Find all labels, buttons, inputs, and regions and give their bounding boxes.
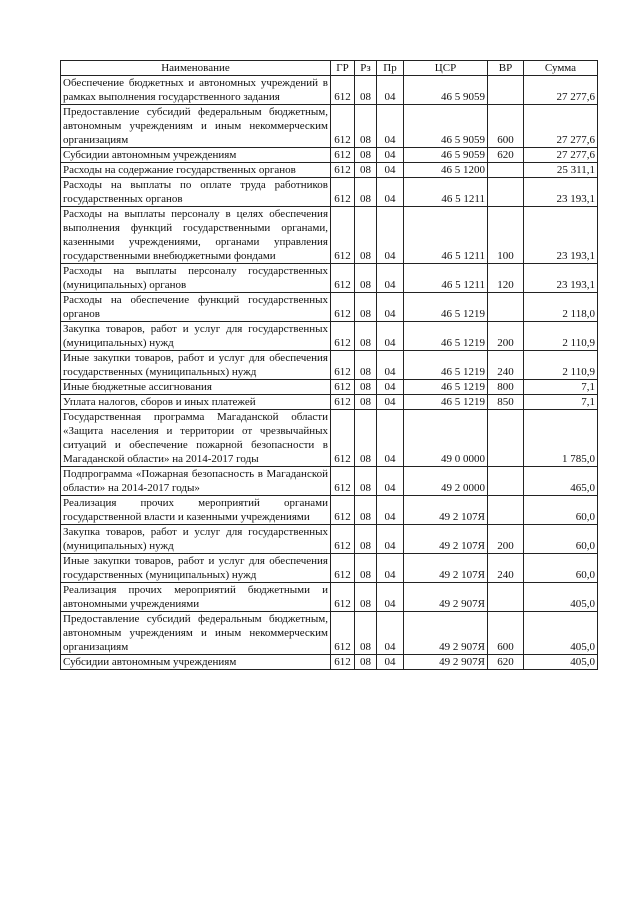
cell-csr: 46 5 1219 xyxy=(404,395,488,410)
cell-pr: 04 xyxy=(377,293,404,322)
cell-vr xyxy=(488,163,524,178)
cell-gr: 612 xyxy=(331,583,355,612)
cell-vr xyxy=(488,467,524,496)
cell-sum: 25 311,1 xyxy=(524,163,598,178)
cell-vr: 600 xyxy=(488,105,524,148)
col-header-pr: Пр xyxy=(377,61,404,76)
table-row xyxy=(61,380,598,395)
cell-sum: 60,0 xyxy=(524,525,598,554)
col-header-sum: Сумма xyxy=(524,61,598,76)
cell-gr: 612 xyxy=(331,612,355,655)
cell-sum: 27 277,6 xyxy=(524,105,598,148)
cell-sum: 405,0 xyxy=(524,655,598,670)
table-row xyxy=(61,655,598,670)
cell-pr: 04 xyxy=(377,655,404,670)
cell-rz: 08 xyxy=(355,163,377,178)
cell-sum: 27 277,6 xyxy=(524,148,598,163)
cell-pr: 04 xyxy=(377,395,404,410)
cell-vr: 200 xyxy=(488,525,524,554)
table-row xyxy=(61,76,598,105)
cell-gr: 612 xyxy=(331,351,355,380)
cell-vr xyxy=(488,410,524,467)
cell-csr: 46 5 1211 xyxy=(404,264,488,293)
cell-name: Реализация прочих мероприятий органами государственной власти и казенными учреждениями xyxy=(61,496,331,525)
table-row xyxy=(61,410,598,467)
cell-gr: 612 xyxy=(331,655,355,670)
table-row xyxy=(61,264,598,293)
cell-name: Уплата налогов, сборов и иных платежей xyxy=(61,395,331,410)
cell-pr: 04 xyxy=(377,264,404,293)
cell-vr: 240 xyxy=(488,554,524,583)
cell-rz: 08 xyxy=(355,105,377,148)
cell-vr: 620 xyxy=(488,148,524,163)
cell-csr: 49 2 107Я xyxy=(404,496,488,525)
cell-pr: 04 xyxy=(377,207,404,264)
table-row xyxy=(61,612,598,655)
cell-gr: 612 xyxy=(331,554,355,583)
cell-sum: 2 118,0 xyxy=(524,293,598,322)
table-row xyxy=(61,163,598,178)
cell-csr: 46 5 1211 xyxy=(404,207,488,264)
cell-rz: 08 xyxy=(355,655,377,670)
cell-pr: 04 xyxy=(377,76,404,105)
cell-gr: 612 xyxy=(331,264,355,293)
cell-vr: 850 xyxy=(488,395,524,410)
cell-vr: 100 xyxy=(488,207,524,264)
cell-pr: 04 xyxy=(377,148,404,163)
cell-sum: 23 193,1 xyxy=(524,264,598,293)
cell-pr: 04 xyxy=(377,583,404,612)
table-row xyxy=(61,105,598,148)
table-body xyxy=(61,76,598,670)
cell-csr: 46 5 9059 xyxy=(404,148,488,163)
table-row xyxy=(61,351,598,380)
cell-gr: 612 xyxy=(331,395,355,410)
cell-rz: 08 xyxy=(355,351,377,380)
cell-vr: 620 xyxy=(488,655,524,670)
cell-csr: 49 2 0000 xyxy=(404,467,488,496)
table-row xyxy=(61,496,598,525)
cell-name: Предоставление субсидий федеральным бюджетным, автономным учреждениям и иным некоммерческим организациям xyxy=(61,105,331,148)
cell-rz: 08 xyxy=(355,207,377,264)
cell-sum: 2 110,9 xyxy=(524,322,598,351)
cell-gr: 612 xyxy=(331,410,355,467)
cell-pr: 04 xyxy=(377,410,404,467)
cell-sum: 60,0 xyxy=(524,554,598,583)
table-row xyxy=(61,583,598,612)
cell-pr: 04 xyxy=(377,322,404,351)
cell-pr: 04 xyxy=(377,496,404,525)
cell-sum: 7,1 xyxy=(524,395,598,410)
cell-name: Расходы на выплаты по оплате труда работников государственных органов xyxy=(61,178,331,207)
cell-pr: 04 xyxy=(377,105,404,148)
cell-sum: 405,0 xyxy=(524,583,598,612)
cell-rz: 08 xyxy=(355,410,377,467)
cell-name: Иные закупки товаров, работ и услуг для обеспечения государственных (муниципальных) нужд xyxy=(61,554,331,583)
cell-name: Расходы на выплаты персоналу государственных (муниципальных) органов xyxy=(61,264,331,293)
table-row xyxy=(61,554,598,583)
cell-name: Закупка товаров, работ и услуг для государственных (муниципальных) нужд xyxy=(61,525,331,554)
cell-name: Расходы на выплаты персоналу в целях обеспечения выполнения функций государственными органами, казенными учреждениями, органами управления государственными внебюджетными фондами xyxy=(61,207,331,264)
table-header xyxy=(61,61,598,76)
cell-gr: 612 xyxy=(331,148,355,163)
cell-pr: 04 xyxy=(377,467,404,496)
table-row xyxy=(61,395,598,410)
cell-pr: 04 xyxy=(377,351,404,380)
cell-csr: 46 5 1219 xyxy=(404,293,488,322)
cell-gr: 612 xyxy=(331,467,355,496)
cell-name: Расходы на обеспечение функций государственных органов xyxy=(61,293,331,322)
cell-pr: 04 xyxy=(377,554,404,583)
cell-csr: 49 2 107Я xyxy=(404,554,488,583)
cell-vr: 800 xyxy=(488,380,524,395)
cell-vr: 120 xyxy=(488,264,524,293)
cell-rz: 08 xyxy=(355,178,377,207)
cell-sum: 1 785,0 xyxy=(524,410,598,467)
cell-gr: 612 xyxy=(331,496,355,525)
cell-vr xyxy=(488,496,524,525)
cell-vr: 240 xyxy=(488,351,524,380)
col-header-csr: ЦСР xyxy=(404,61,488,76)
cell-sum: 465,0 xyxy=(524,467,598,496)
cell-sum: 7,1 xyxy=(524,380,598,395)
cell-csr: 49 2 907Я xyxy=(404,583,488,612)
cell-pr: 04 xyxy=(377,380,404,395)
budget-table xyxy=(60,60,598,670)
cell-csr: 46 5 1219 xyxy=(404,351,488,380)
cell-rz: 08 xyxy=(355,293,377,322)
cell-gr: 612 xyxy=(331,293,355,322)
cell-pr: 04 xyxy=(377,178,404,207)
cell-csr: 46 5 1200 xyxy=(404,163,488,178)
cell-sum: 23 193,1 xyxy=(524,207,598,264)
cell-sum: 405,0 xyxy=(524,612,598,655)
cell-gr: 612 xyxy=(331,76,355,105)
cell-rz: 08 xyxy=(355,76,377,105)
table-row xyxy=(61,148,598,163)
cell-vr: 200 xyxy=(488,322,524,351)
cell-pr: 04 xyxy=(377,525,404,554)
cell-csr: 46 5 1219 xyxy=(404,380,488,395)
cell-sum: 60,0 xyxy=(524,496,598,525)
cell-name: Подпрограмма «Пожарная безопасность в Магаданской области» на 2014-2017 годы» xyxy=(61,467,331,496)
cell-rz: 08 xyxy=(355,583,377,612)
cell-gr: 612 xyxy=(331,178,355,207)
cell-name: Иные бюджетные ассигнования xyxy=(61,380,331,395)
cell-rz: 08 xyxy=(355,612,377,655)
cell-csr: 49 2 907Я xyxy=(404,612,488,655)
table-row xyxy=(61,467,598,496)
cell-rz: 08 xyxy=(355,380,377,395)
cell-rz: 08 xyxy=(355,467,377,496)
cell-rz: 08 xyxy=(355,322,377,351)
cell-rz: 08 xyxy=(355,554,377,583)
cell-csr: 46 5 9059 xyxy=(404,105,488,148)
col-header-vr: ВР xyxy=(488,61,524,76)
cell-rz: 08 xyxy=(355,496,377,525)
cell-vr xyxy=(488,178,524,207)
cell-rz: 08 xyxy=(355,395,377,410)
cell-rz: 08 xyxy=(355,525,377,554)
cell-vr xyxy=(488,293,524,322)
col-header-name: Наименование xyxy=(61,61,331,76)
table-row xyxy=(61,525,598,554)
table-row xyxy=(61,293,598,322)
cell-name: Реализация прочих мероприятий бюджетными и автономными учреждениями xyxy=(61,583,331,612)
cell-name: Предоставление субсидий федеральным бюджетным, автономным учреждениям и иным некоммерческим организациям xyxy=(61,612,331,655)
cell-rz: 08 xyxy=(355,148,377,163)
cell-vr: 600 xyxy=(488,612,524,655)
col-header-rz: Рз xyxy=(355,61,377,76)
cell-pr: 04 xyxy=(377,163,404,178)
cell-name: Субсидии автономным учреждениям xyxy=(61,655,331,670)
cell-name: Обеспечение бюджетных и автономных учреждений в рамках выполнения государственного задания xyxy=(61,76,331,105)
cell-gr: 612 xyxy=(331,105,355,148)
cell-name: Закупка товаров, работ и услуг для государственных (муниципальных) нужд xyxy=(61,322,331,351)
cell-sum: 27 277,6 xyxy=(524,76,598,105)
cell-csr: 49 2 107Я xyxy=(404,525,488,554)
cell-gr: 612 xyxy=(331,322,355,351)
col-header-gr: ГР xyxy=(331,61,355,76)
table-row xyxy=(61,207,598,264)
cell-name: Расходы на содержание государственных органов xyxy=(61,163,331,178)
cell-gr: 612 xyxy=(331,207,355,264)
cell-sum: 2 110,9 xyxy=(524,351,598,380)
cell-pr: 04 xyxy=(377,612,404,655)
cell-name: Иные закупки товаров, работ и услуг для обеспечения государственных (муниципальных) нужд xyxy=(61,351,331,380)
cell-gr: 612 xyxy=(331,380,355,395)
table-row xyxy=(61,178,598,207)
header-row xyxy=(61,61,598,76)
cell-name: Субсидии автономным учреждениям xyxy=(61,148,331,163)
cell-vr xyxy=(488,76,524,105)
cell-gr: 612 xyxy=(331,163,355,178)
cell-csr: 46 5 1219 xyxy=(404,322,488,351)
cell-csr: 46 5 9059 xyxy=(404,76,488,105)
table-row xyxy=(61,322,598,351)
cell-csr: 46 5 1211 xyxy=(404,178,488,207)
cell-rz: 08 xyxy=(355,264,377,293)
cell-name: Государственная программа Магаданской области «Защита населения и территории от чрезвычайных ситуаций и обеспечение пожарной безопасности в Магаданской области» на 2014-2017 годы xyxy=(61,410,331,467)
cell-vr xyxy=(488,583,524,612)
cell-csr: 49 2 907Я xyxy=(404,655,488,670)
cell-sum: 23 193,1 xyxy=(524,178,598,207)
cell-gr: 612 xyxy=(331,525,355,554)
cell-csr: 49 0 0000 xyxy=(404,410,488,467)
